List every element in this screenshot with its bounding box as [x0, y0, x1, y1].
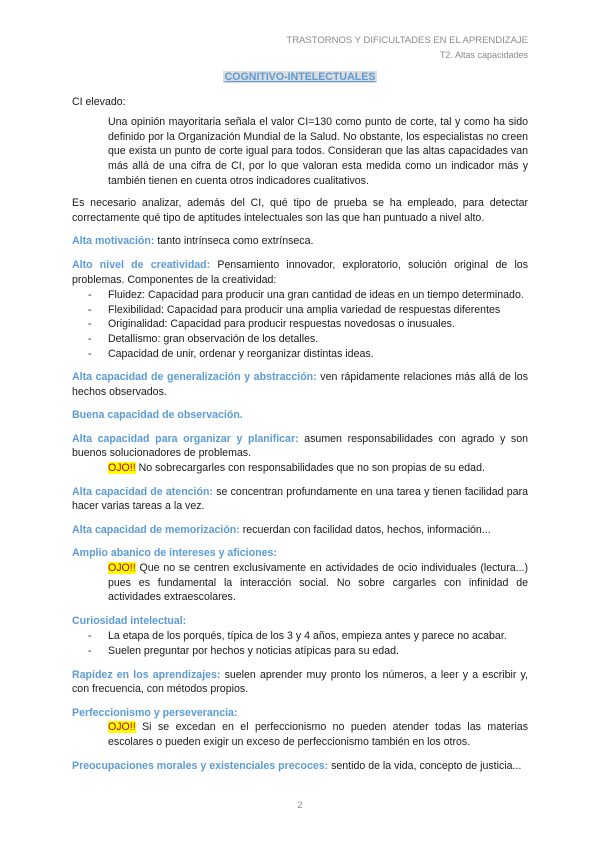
list-item: - Fluidez: Capacidad para producir una gran cantidad de ideas en un tiempo determinado. [72, 288, 528, 303]
ci-label: CI elevado: [72, 95, 126, 108]
characteristics-list [72, 234, 528, 773]
ojo-highlight: OJO!! [108, 721, 136, 734]
characteristic-heading: Alta capacidad de atención [72, 485, 210, 498]
characteristic-paragraph [72, 485, 528, 514]
characteristic-description: suelen aprender muy pronto los números, a leer y a escribir y, con frecuencia, con métodos propios. [72, 668, 528, 696]
characteristic-paragraph [72, 258, 528, 287]
characteristic-description: recuerdan con facilidad datos, hechos, información... [239, 523, 491, 536]
header-course-title: TRASTORNOS Y DIFICULTADES EN EL APRENDIZAJE [286, 35, 528, 46]
heading-separator: : [273, 547, 277, 560]
heading-separator: : [206, 258, 211, 271]
heading-separator: : [295, 432, 299, 445]
section-title: COGNITIVO-INTELECTUALES [224, 71, 376, 83]
characteristic-heading: Alto nivel de creatividad [72, 258, 207, 271]
characteristic-description: asumen responsabilidades con agrado y son buenos solucionadores de problemas. [72, 432, 528, 460]
bullet-list [72, 629, 528, 658]
warning-note-text: Que no se centren exclusivamente en actividades de ocio individuales (lectura...) pues es fundamental la interacción social. No sobre cargarles con infinidad de actividades extraescolares. [108, 562, 528, 604]
characteristic-heading: Alta capacidad de memorización [72, 523, 237, 536]
characteristic-paragraph [72, 370, 528, 399]
warning-note-text: Si se excedan en el perfeccionismo no pueden atender todas las materias escolares o pueden exigir un exceso de perfeccionismo también en los otros. [108, 721, 528, 748]
characteristic-section [72, 370, 528, 399]
bullet-list [72, 288, 528, 361]
characteristic-paragraph [72, 408, 528, 423]
characteristic-section [72, 523, 528, 538]
warning-note-text: No sobrecargarles con responsabilidades que no son propias de su edad. [135, 462, 485, 475]
characteristic-section [72, 485, 528, 514]
characteristic-heading: Perfeccionismo y perseverancia [72, 706, 234, 719]
characteristic-heading: Preocupaciones morales y existenciales precoces [72, 759, 325, 772]
list-item: - Suelen preguntar por hechos y noticias atípicas para su edad. [72, 644, 528, 659]
characteristic-paragraph [72, 523, 528, 538]
characteristic-section [72, 258, 528, 361]
characteristic-heading: Alta motivación [72, 235, 151, 248]
characteristic-paragraph [72, 614, 528, 629]
document-body [72, 70, 528, 773]
ci-quote: Una opinión mayoritaria señala el valor CI=130 como punto de corte, tal y como ha sido definido por la Organización Mundial de la Salud. No obstante, los especialistas no creen que exista un punto de corte igual para todos. Consideran que las altas capacidades van más allá de una cifra de CI, por lo que valoran esta medida como un indicador más y también tienen en cuenta otros indicadores cualitativos. [108, 116, 528, 187]
characteristic-description: sentido de la vida, concepto de justicia... [328, 759, 522, 772]
heading-separator: : [216, 668, 221, 681]
heading-separator: : [209, 485, 213, 498]
characteristic-heading: Alta capacidad de generalización y abstracción [72, 371, 314, 384]
characteristic-section [72, 706, 528, 750]
ojo-highlight: OJO!! [108, 462, 136, 475]
characteristic-section [72, 614, 528, 659]
characteristic-paragraph [72, 706, 528, 721]
characteristic-description: tanto intrínseca como extrínseca. [154, 235, 314, 248]
characteristic-paragraph [72, 234, 528, 249]
list-item: - Originalidad: Capacidad para producir respuestas novedosas o inusuales. [72, 317, 528, 332]
characteristic-heading: Amplio abanico de intereses y aficiones [72, 547, 274, 560]
characteristic-section [72, 408, 528, 423]
characteristic-section [72, 234, 528, 249]
heading-separator: : [313, 371, 317, 384]
characteristic-heading: Buena capacidad de observación. [72, 409, 243, 422]
characteristic-heading: Rapidez en los aprendizajes [72, 668, 217, 681]
characteristic-description: Pensamiento innovador, exploratorio, solución original de los problemas. Componentes de la creatividad: [72, 258, 528, 286]
characteristic-section [72, 432, 528, 476]
list-item: - La etapa de los porqués, típica de los 3 y 4 años, empieza antes y parece no acabar. [72, 629, 528, 644]
header-topic: T2. Altas capacidades [439, 50, 528, 60]
characteristic-paragraph [72, 432, 528, 461]
warning-note [108, 561, 528, 605]
characteristic-heading: Alta capacidad para organizar y planificar [72, 432, 296, 445]
heading-separator: : [182, 614, 187, 627]
heading-separator: : [150, 235, 155, 248]
characteristic-paragraph [72, 546, 528, 561]
heading-separator: : [236, 523, 240, 536]
page-header [286, 34, 528, 62]
page-number: 2 [297, 800, 303, 811]
warning-note [108, 461, 528, 476]
list-item: - Flexibilidad: Capacidad para producir una amplia variedad de respuestas diferentes [72, 303, 528, 318]
characteristic-paragraph [72, 668, 528, 697]
characteristic-section [72, 546, 528, 604]
characteristic-section [72, 759, 528, 774]
warning-note [108, 720, 528, 749]
heading-separator: : [324, 759, 329, 772]
characteristic-section [72, 668, 528, 697]
characteristic-description: se concentran profundamente en una tarea y tienen facilidad para hacer varias tareas a la vez. [72, 485, 528, 513]
list-item: - Capacidad de unir, ordenar y reorganizar distintas ideas. [72, 347, 528, 362]
ci-paragraph: Es necesario analizar, además del CI, qué tipo de prueba se ha empleado, para detectar correctamente qué tipo de aptitudes intelectuales son las que han puntuado a nivel alto. [72, 197, 528, 224]
section-title-wrap [72, 70, 528, 85]
ojo-highlight: OJO!! [108, 562, 136, 575]
characteristic-heading: Curiosidad intelectual [72, 614, 183, 627]
list-item: - Detallismo: gran observación de los detalles. [72, 332, 528, 347]
characteristic-description: ven rápidamente relaciones más allá de los hechos observados. [72, 371, 528, 398]
heading-separator: : [233, 706, 238, 719]
characteristic-paragraph [72, 759, 528, 774]
